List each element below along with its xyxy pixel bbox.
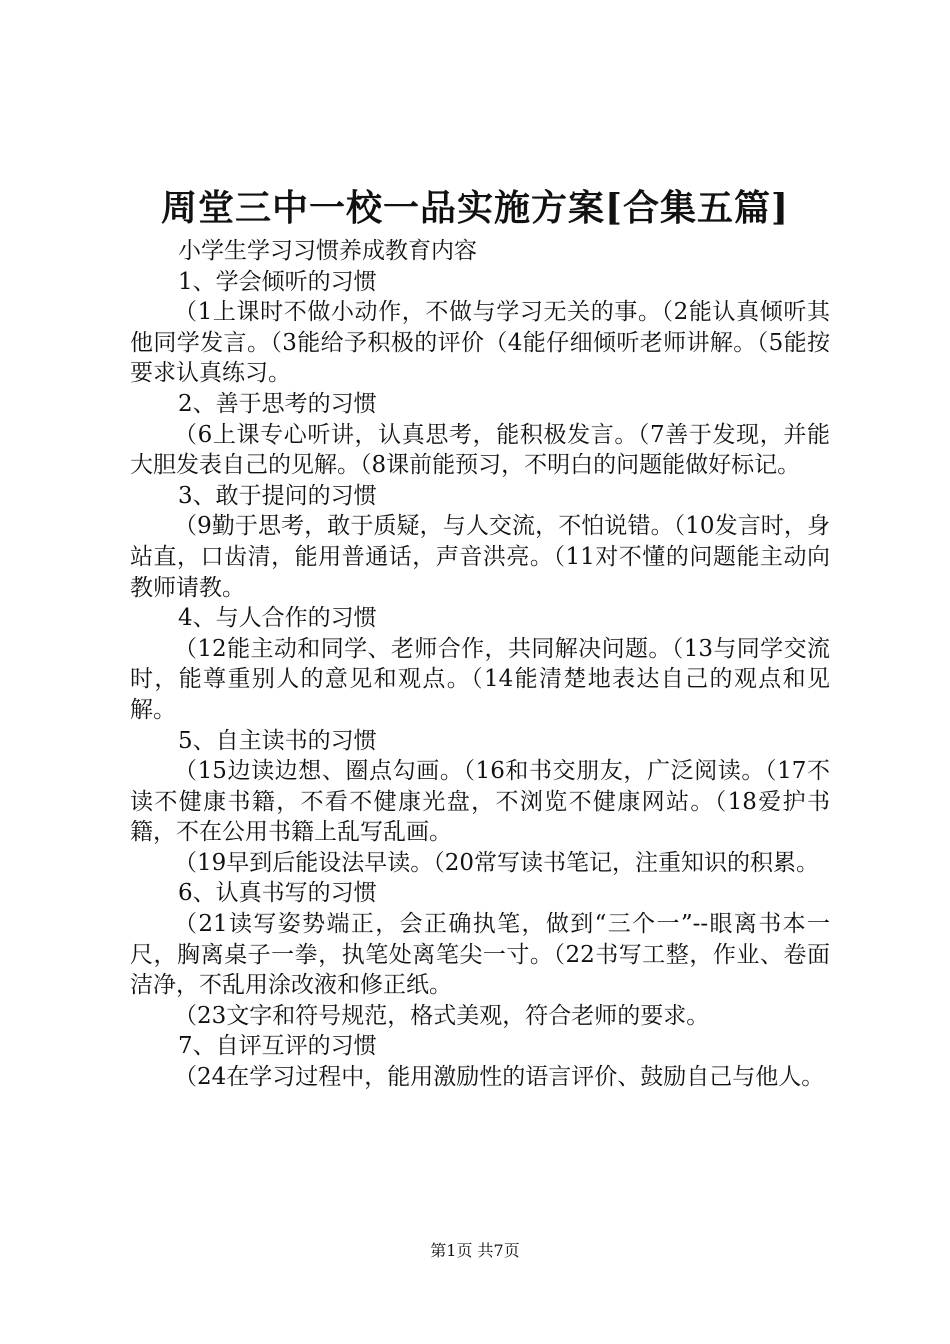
section-heading: 3、敢于提问的习惯 — [178, 482, 377, 509]
paragraph: （1上课时不做小动作，不做与学习无关的事。（2能认真倾听其他同学发言。（3能给予积极的评价（4能仔细倾听老师讲解。（5能按要求认真练习。 — [130, 299, 830, 387]
paragraph: （23文字和符号规范，格式美观，符合老师的要求。 — [174, 1002, 710, 1029]
paragraph: （9勤于思考，敢于质疑，与人交流，不怕说错。（10发言时，身站直，口齿清，能用普通话，声音洪亮。（11对不懂的问题能主动向教师请教。 — [130, 513, 830, 601]
paragraph: （15边读边想、圈点勾画。（16和书交朋友，广泛阅读。（17不读不健康书籍，不看不健康光盘，不浏览不健康网站。（18爱护书籍，不在公用书籍上乱写乱画。 — [130, 758, 830, 846]
paragraph: （24在学习过程中，能用激励性的语言评价、鼓励自己与他人。 — [174, 1064, 825, 1091]
paragraph: （19早到后能设法早读。（20常写读书笔记，注重知识的积累。 — [174, 849, 820, 876]
section-heading: 2、善于思考的习惯 — [178, 390, 377, 417]
paragraph: （21读写姿势端正，会正确执笔，做到“三个一”--眼离书本一尺，胸离桌子一拳，执笔处离笔尖一寸。（22书写工整，作业、卷面洁净，不乱用涂改液和修正纸。 — [130, 911, 830, 999]
section-heading: 1、学会倾听的习惯 — [178, 268, 377, 295]
section-heading: 6、认真书写的习惯 — [178, 880, 377, 907]
paragraph: （12能主动和同学、老师合作，共同解决问题。（13与同学交流时，能尊重别人的意见和观点。（14能清楚地表达自己的观点和见解。 — [130, 635, 830, 723]
section-heading: 5、自主读书的习惯 — [178, 727, 377, 754]
section-heading: 4、与人合作的习惯 — [178, 605, 377, 632]
paragraph: （6上课专心听讲，认真思考，能积极发言。（7善于发现，并能大胆发表自己的见解。（8课前能预习，不明白的问题能做好标记。 — [130, 421, 830, 479]
document-body — [130, 236, 830, 1093]
page-number-footer: 第1页 共7页 — [430, 1241, 520, 1260]
paragraph: 小学生学习习惯养成教育内容 — [178, 238, 477, 264]
document-title: 周堂三中一校一品实施方案[合集五篇] — [160, 187, 790, 229]
section-heading: 7、自评互评的习惯 — [178, 1033, 377, 1060]
